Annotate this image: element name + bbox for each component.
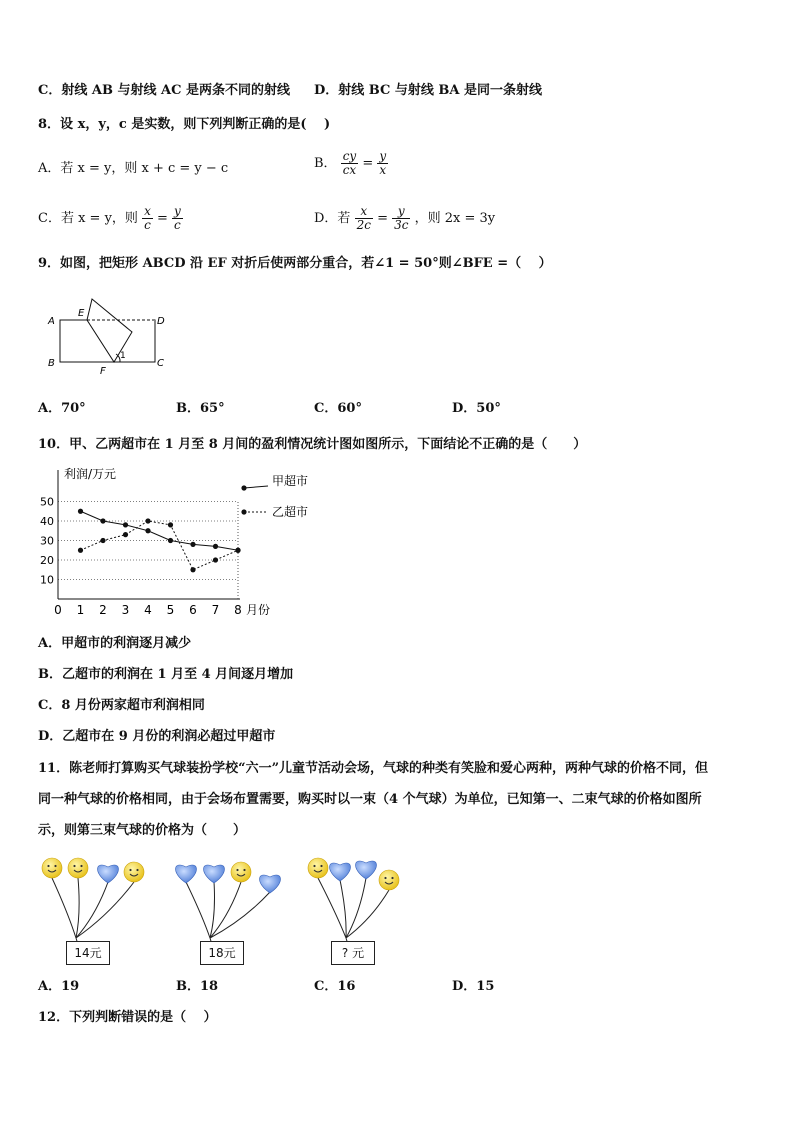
balloon-string	[76, 882, 108, 938]
heart-balloon-icon	[97, 865, 118, 883]
numerator: x	[144, 204, 151, 218]
balloon-string	[210, 882, 215, 938]
q8-option-d-tail: ，则 2x = 3y	[414, 211, 496, 226]
y-tick-label: 30	[40, 534, 54, 548]
q9-option-c: C．60°	[314, 401, 362, 416]
y-tick-label: 40	[40, 515, 54, 528]
legend-label: 乙超市	[272, 505, 309, 519]
rectangle-abcd	[60, 320, 155, 362]
q8-option-b-label: B．	[314, 156, 337, 171]
q7-option-c: C．射线 AB 与射线 AC 是两条不同的射线	[38, 83, 290, 98]
data-point	[78, 548, 83, 553]
q7-option-d: D．射线 BC 与射线 BA 是同一条射线	[314, 83, 543, 98]
balloon-string	[186, 882, 210, 938]
q10-option-d: D．乙超市在 9 月份的利润必超过甲超市	[38, 729, 276, 744]
legend-label: 甲超市	[272, 474, 309, 488]
label-d: D	[157, 316, 165, 327]
numerator: cy	[342, 149, 357, 163]
y-tick-label: 20	[40, 554, 54, 567]
q8-stem: 8．设 x，y，c 是实数，则下列判断正确的是( )	[38, 117, 331, 132]
q11-option-b: B．18	[176, 979, 219, 994]
fraction	[392, 205, 410, 232]
balloon-string	[346, 890, 389, 938]
data-point	[145, 518, 150, 523]
fraction	[341, 150, 359, 177]
denominator: cx	[342, 163, 357, 177]
fraction	[377, 150, 388, 177]
q8-option-a: A．若 x = y，则 x + c = y − c	[38, 161, 229, 176]
x-tick-label: 2	[99, 603, 107, 617]
y-tick-label: 50	[40, 495, 54, 509]
q10-stem: 10．甲、乙两超市在 1 月至 8 月间的盈利情况统计图如图所示，下面结论不正确的是（ ）	[38, 437, 587, 452]
data-point	[190, 567, 195, 572]
smiley-eye	[47, 865, 49, 867]
heart-balloon-icon	[259, 875, 280, 893]
denominator: 3c	[394, 218, 409, 232]
data-point	[168, 522, 173, 527]
label-e: E	[78, 308, 85, 319]
balloon-string	[210, 892, 270, 938]
equals-sign: =	[362, 156, 374, 171]
balloon-string	[346, 878, 366, 938]
data-point	[213, 544, 218, 549]
smiley-eye	[243, 869, 245, 871]
x-tick-label: 6	[189, 603, 197, 617]
x-tick-label: 8	[234, 603, 242, 617]
q9-option-a: A．70°	[38, 401, 86, 416]
label-c: C	[157, 358, 164, 369]
heart-balloon-icon	[329, 863, 350, 881]
balloon-string	[340, 880, 346, 938]
legend-line	[244, 486, 268, 488]
smiley-balloon-icon	[42, 858, 62, 878]
q10-option-c: C．8 月份两家超市利润相同	[38, 698, 205, 713]
q9-option-d: D．50°	[452, 401, 501, 416]
smiley-eye	[54, 865, 56, 867]
price-box-bundle-2: 18元	[200, 941, 244, 965]
denominator: x	[379, 163, 387, 177]
smiley-balloon-icon	[124, 862, 144, 882]
q11-stem-line-1: 11．陈老师打算购买气球装扮学校“六一”儿童节活动会场，气球的种类有笑脸和爱心两种，两种气球的价格不同，但	[38, 761, 709, 776]
fraction	[355, 205, 373, 232]
numerator: x	[355, 205, 373, 219]
q10-option-a: A．甲超市的利润逐月减少	[38, 636, 192, 651]
y-tick-label: 10	[40, 573, 54, 587]
x-tick-label: 1	[76, 603, 85, 617]
data-point	[168, 538, 173, 543]
label-b: B	[48, 358, 55, 369]
heart-balloon-icon	[203, 865, 224, 883]
smiley-eye	[80, 865, 82, 867]
smiley-balloon-icon	[308, 858, 328, 878]
heart-balloon-icon	[175, 865, 196, 883]
numerator: y	[174, 204, 181, 218]
q9-rectangle-figure	[40, 292, 180, 378]
x-tick-label: 3	[121, 603, 130, 617]
smiley-eye	[236, 869, 238, 871]
equals-sign: =	[377, 211, 388, 226]
q9-stem: 9．如图，把矩形 ABCD 沿 EF 对折后使两部分重合，若∠1 = 50°则∠BFE =（ ）	[38, 256, 552, 271]
q11-option-c: C．16	[314, 979, 356, 994]
data-point	[145, 528, 150, 533]
fraction	[172, 205, 183, 232]
x-tick-label: 0	[54, 603, 62, 617]
denominator: 2c	[356, 218, 371, 232]
label-f: F	[100, 366, 106, 377]
smiley-eye	[129, 869, 131, 871]
price-box-bundle-1: 14元	[66, 941, 110, 965]
q11-option-d: D．15	[452, 979, 495, 994]
q8-option-c	[38, 205, 183, 232]
x-tick-label: 5	[166, 603, 175, 617]
balloon-string	[76, 878, 79, 938]
q8-option-d	[314, 205, 495, 232]
data-point	[78, 509, 83, 514]
y-axis-label: 利润/万元	[64, 467, 117, 481]
smiley-balloon-icon	[379, 870, 399, 890]
q8-option-b	[314, 150, 388, 177]
q11-stem-line-2: 同一种气球的价格相同，由于会场布置需要，购买时以一束（4 个气球）为单位，已知第一、二束气球的价格如图所	[38, 792, 702, 807]
x-tick-label: 7	[211, 603, 220, 617]
q11-stem-line-3: 示，则第三束气球的价格为（ ）	[38, 823, 247, 838]
data-point	[123, 532, 128, 537]
smiley-eye	[320, 865, 322, 867]
label-a: A	[48, 316, 55, 327]
smiley-eye	[391, 877, 393, 879]
q8-option-c-text: C．若 x = y，则	[38, 211, 138, 226]
q12-stem: 12．下列判断错误的是（ ）	[38, 1010, 217, 1025]
numerator: y	[392, 205, 410, 219]
q10-line-chart	[36, 462, 336, 622]
price-box-bundle-3: ? 元	[331, 941, 375, 965]
heart-balloon-icon	[355, 861, 376, 879]
x-axis-label: 月份	[246, 603, 271, 617]
q9-option-b: B．65°	[176, 401, 225, 416]
equals-sign: =	[156, 211, 168, 226]
smiley-eye	[384, 877, 386, 879]
numerator: y	[379, 149, 387, 163]
data-point	[213, 557, 218, 562]
data-point	[100, 538, 105, 543]
fraction	[142, 205, 153, 232]
smiley-eye	[313, 865, 315, 867]
balloon-string	[52, 878, 76, 938]
denominator: c	[174, 218, 181, 232]
denominator: c	[144, 218, 151, 232]
q10-option-b: B．乙超市的利润在 1 月至 4 月间逐月增加	[38, 667, 294, 682]
q8-option-d-text: D．若	[314, 211, 351, 226]
smiley-eye	[73, 865, 75, 867]
smiley-balloon-icon	[231, 862, 251, 882]
data-point	[100, 518, 105, 523]
x-tick-label: 4	[144, 603, 152, 617]
data-point	[123, 522, 128, 527]
label-angle-1: 1	[120, 351, 126, 361]
data-point	[190, 542, 195, 547]
q11-option-a: A．19	[38, 979, 80, 994]
smiley-balloon-icon	[68, 858, 88, 878]
data-point	[235, 548, 240, 553]
smiley-eye	[136, 869, 138, 871]
